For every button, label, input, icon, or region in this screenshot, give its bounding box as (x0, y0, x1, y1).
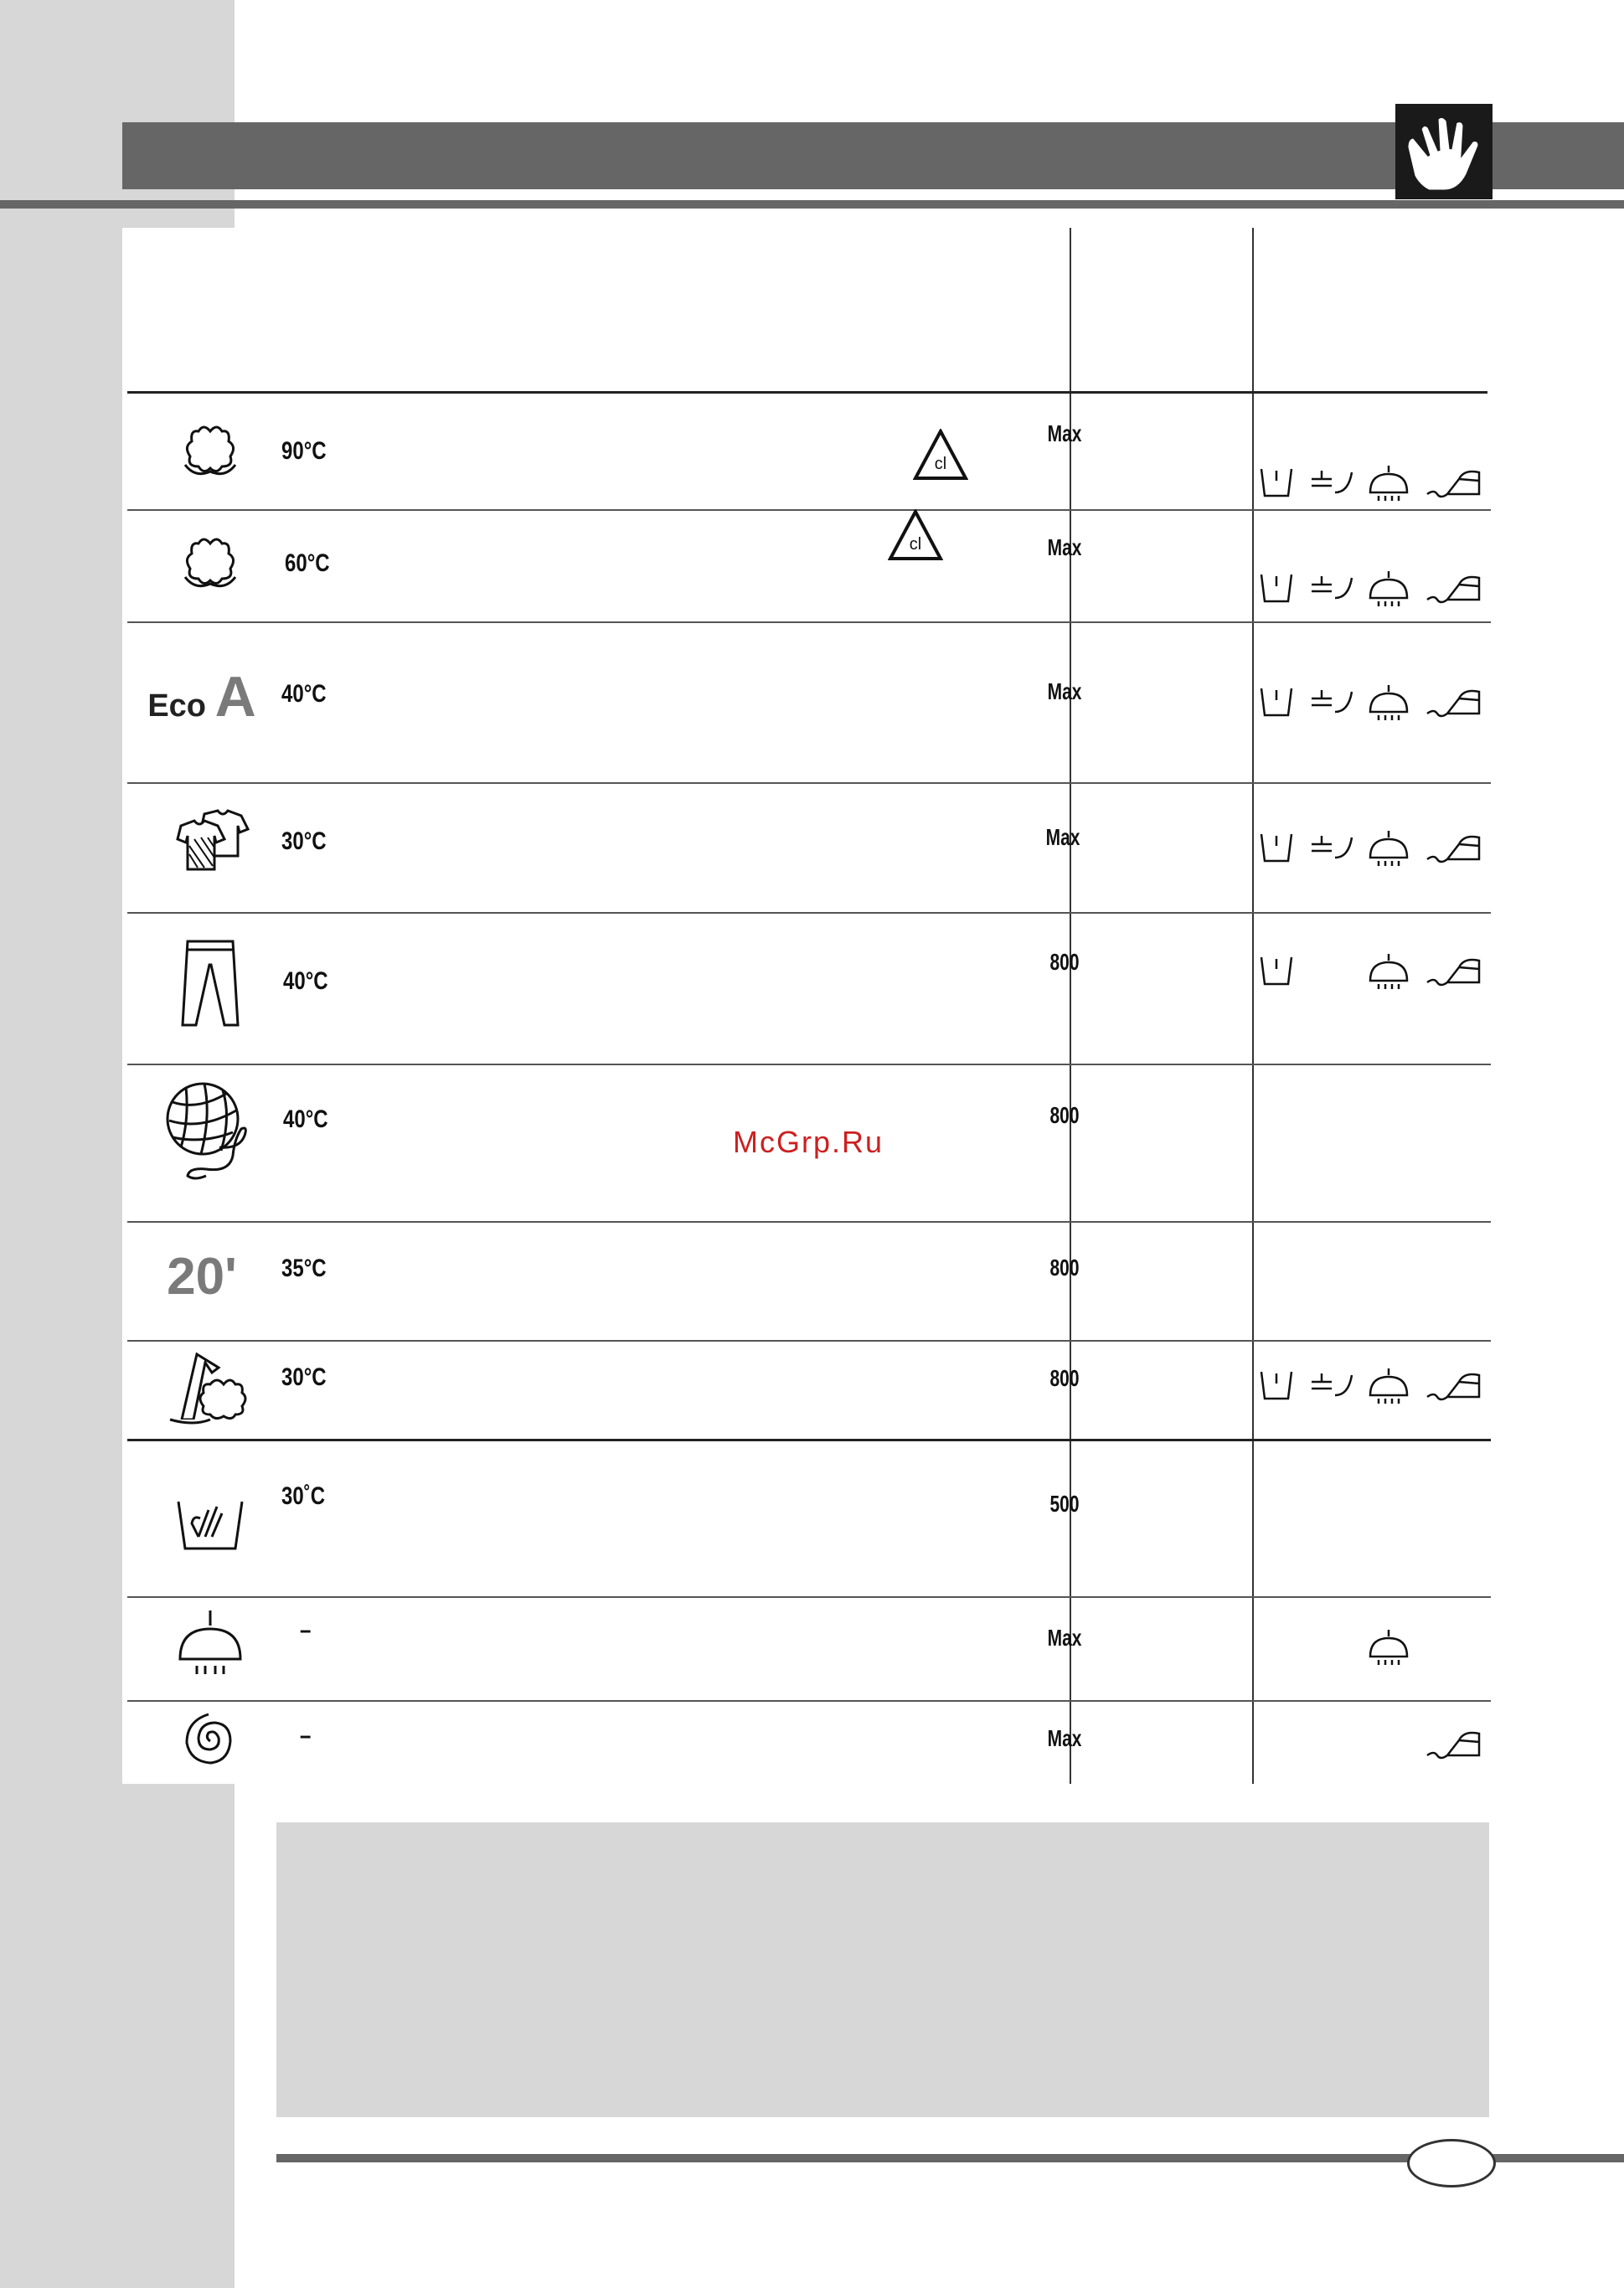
spin-icon (147, 1707, 273, 1774)
info-box (276, 1822, 1489, 2117)
spin-speed: 800 (1049, 1365, 1080, 1391)
programme-row-spin (122, 1700, 1491, 1784)
delicates-icon (147, 1345, 273, 1429)
eco-label: Eco A (147, 665, 256, 729)
iron-icon (1427, 960, 1479, 985)
spin-speed: 800 (1049, 949, 1080, 975)
care-icons (1258, 1102, 1484, 1144)
care-icons (1258, 461, 1484, 502)
mixed-shirts-icon (147, 807, 273, 874)
hand-icon (1395, 104, 1493, 199)
spin-drain-icon (1312, 471, 1352, 492)
care-symbols (1258, 680, 1493, 722)
care-symbols (1258, 1625, 1493, 1667)
care-icons (1258, 566, 1484, 608)
dryer-icon (1370, 571, 1407, 606)
care-icons (1258, 949, 1484, 991)
cotton-icon (147, 531, 273, 598)
spin-speed: Max (1047, 534, 1082, 560)
iron-icon (1427, 691, 1479, 716)
quick-label: 20' (167, 1247, 237, 1306)
care-icons (1258, 680, 1484, 722)
temperature-label: 40°C (283, 1105, 328, 1133)
spin-drain-icon (1312, 1373, 1352, 1395)
page-number-oval (1407, 2139, 1496, 2188)
temperature-label: 30˚C (281, 1482, 326, 1510)
care-symbols (1258, 566, 1493, 608)
spin-speed: Max (1047, 678, 1082, 704)
programme-row-cotton-60 (122, 509, 1491, 621)
rinse-icon (147, 1605, 273, 1680)
care-symbols (1258, 826, 1493, 868)
dryer-icon (1370, 1368, 1407, 1404)
temperature-label: 35°C (281, 1255, 327, 1282)
care-icons (1258, 1363, 1484, 1405)
header-rule (0, 200, 1624, 209)
programme-row-delicates (122, 1340, 1491, 1439)
spin-speed: Max (1047, 1625, 1082, 1651)
temperature-label: 40°C (281, 680, 327, 708)
dryer-icon (1370, 466, 1407, 501)
programme-row-eco (122, 621, 1491, 782)
dryer-icon (1370, 954, 1407, 989)
care-icons (1258, 1625, 1484, 1667)
programme-row-rinse (122, 1596, 1491, 1700)
dryer-icon (1370, 685, 1407, 720)
temperature-label: 60°C (285, 549, 330, 577)
jeans-icon (147, 935, 273, 1033)
dryer-icon (1370, 831, 1407, 866)
spin-drain-icon (1312, 836, 1352, 858)
table-header-rule (127, 391, 1487, 394)
cotton-icon (147, 419, 273, 486)
wash-tub-icon (1261, 1372, 1291, 1399)
iron-icon (1427, 472, 1479, 497)
spin-speed: Max (1047, 420, 1082, 446)
programme-row-quick (122, 1221, 1491, 1340)
temperature-label: 40°C (283, 967, 328, 995)
spin-drain-icon (1312, 576, 1352, 598)
care-icons (1258, 826, 1484, 868)
svg-text:cl: cl (934, 455, 947, 473)
temperature-label: 90°C (281, 437, 327, 465)
hand-wash-icon (147, 1481, 273, 1556)
programme-row-jeans (122, 912, 1491, 1064)
temperature-label: 30°C (281, 1363, 327, 1391)
temperature-label: – (300, 1722, 312, 1749)
temperature-label: – (300, 1616, 312, 1644)
spin-speed: Max (1047, 1725, 1082, 1751)
spin-speed: 800 (1049, 1255, 1080, 1281)
spin-drain-icon (1312, 690, 1352, 712)
care-symbols (1258, 1722, 1493, 1764)
care-symbols (1258, 949, 1493, 991)
care-symbols (1258, 1363, 1493, 1405)
watermark: McGrp.Ru (733, 1125, 884, 1159)
care-icons (1258, 1255, 1484, 1296)
iron-icon (1427, 577, 1479, 602)
care-symbols (1258, 461, 1493, 502)
spin-speed: 800 (1049, 1102, 1080, 1128)
care-icons (1258, 1722, 1484, 1764)
iron-icon (1427, 1733, 1479, 1758)
bleach-icon (913, 429, 968, 485)
programme-row-mixed (122, 782, 1491, 912)
wash-tub-icon (1261, 469, 1291, 496)
spin-speed: 500 (1049, 1491, 1080, 1517)
care-icons (1258, 1491, 1484, 1533)
spin-speed: Max (1045, 824, 1080, 850)
dryer-icon (1370, 1630, 1407, 1665)
bleach-icon (888, 509, 943, 565)
wash-tub-icon (1261, 957, 1291, 984)
wash-tub-icon (1261, 834, 1291, 861)
iron-icon (1427, 837, 1479, 862)
wool-icon (147, 1075, 273, 1184)
wash-tub-icon (1261, 688, 1291, 715)
programme-table (122, 228, 1491, 1784)
temperature-label: 30°C (281, 827, 327, 855)
programme-row-hand-wash (122, 1439, 1491, 1596)
svg-text:cl: cl (909, 535, 922, 554)
wash-tub-icon (1261, 575, 1291, 601)
programme-row-cotton-90 (122, 395, 1491, 509)
iron-icon (1427, 1374, 1479, 1399)
